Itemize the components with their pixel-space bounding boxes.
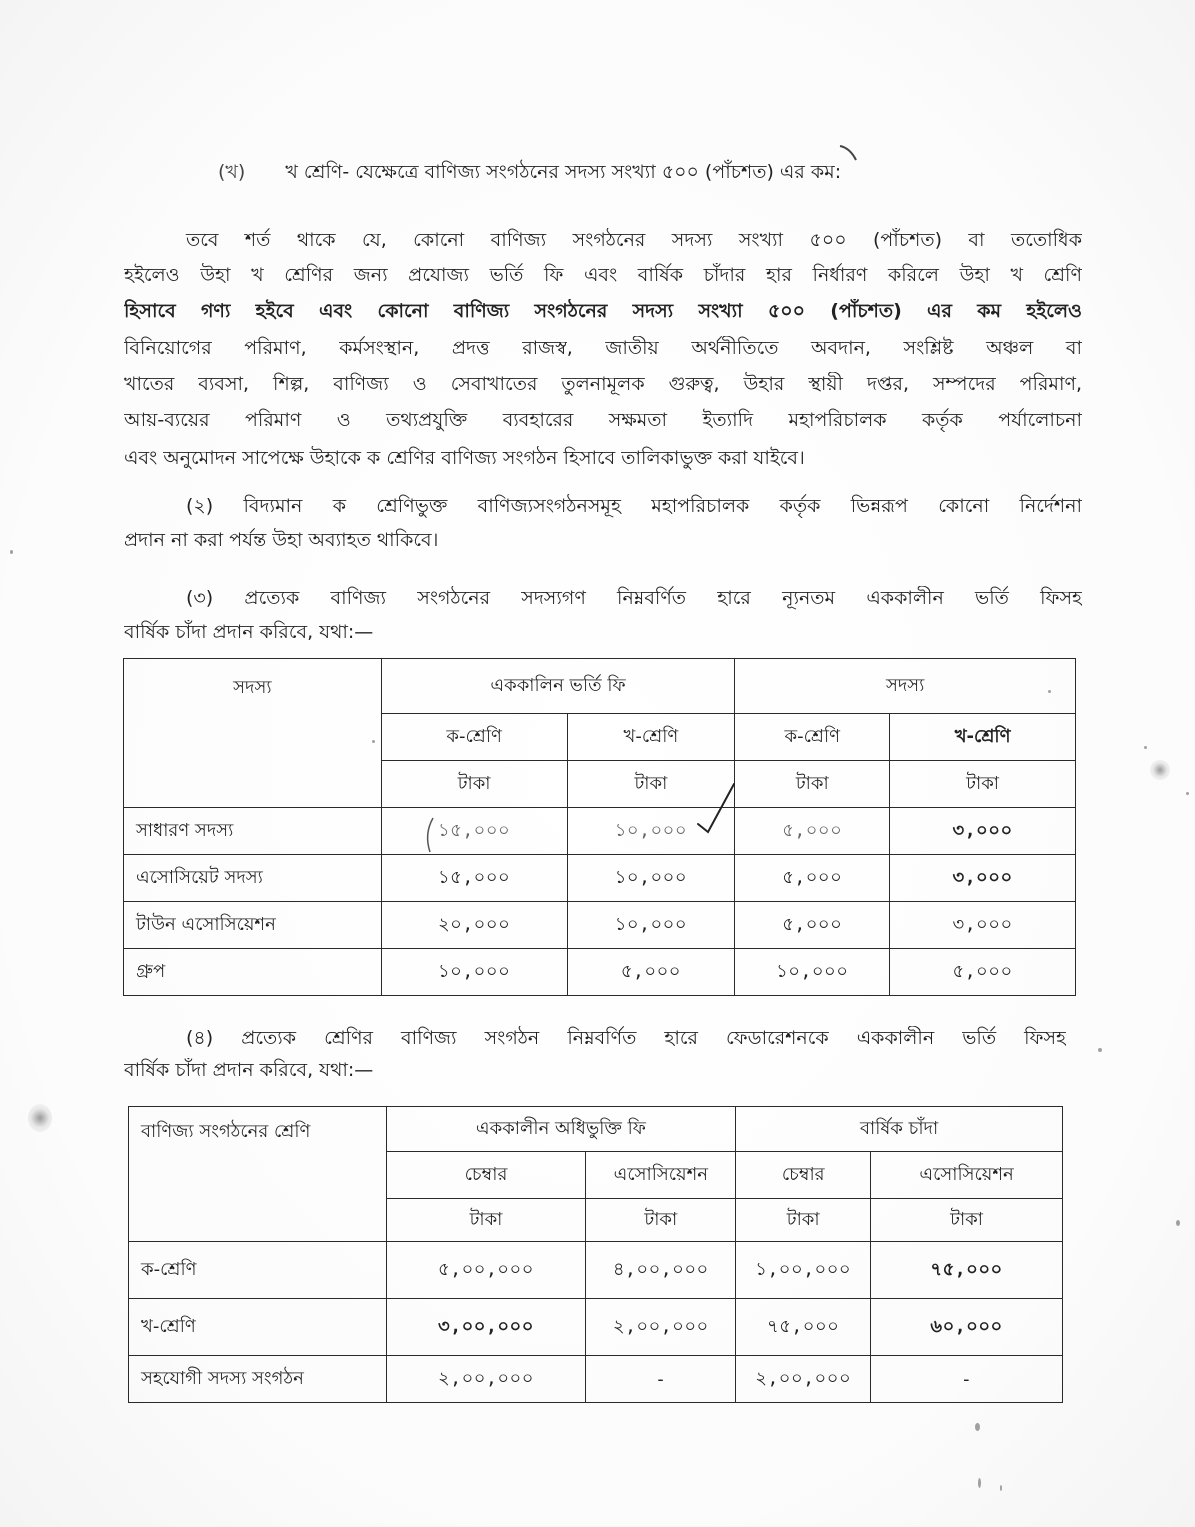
category-heading bbox=[218, 160, 841, 184]
value-cell: ৩,০০০ bbox=[890, 855, 1076, 902]
value-cell: ১০,০০০ bbox=[735, 949, 890, 996]
row-label: ক-শ্রেণি bbox=[129, 1242, 387, 1299]
subheader-cell: ক-শ্রেণি bbox=[735, 714, 890, 761]
value-cell: ৫,০০,০০০ bbox=[386, 1242, 586, 1299]
table-row bbox=[129, 1242, 1063, 1299]
row-label: সহযোগী সদস্য সংগঠন bbox=[129, 1356, 387, 1403]
clause-3-line: (৩) প্রত্যেক বাণিজ্য সংগঠনের সদস্যগণ নিম্নবর্ণিত হারে ন্যূনতম এককালীন ভর্তি ফিসহ bbox=[186, 587, 1082, 609]
proviso-line: খাতের ব্যবসা, শিল্প, বাণিজ্য ও সেবাখাতের তুলনামূলক গুরুত্ব, উহার স্থায়ী দপ্তর, সম্পদের পরিমাণ, bbox=[124, 373, 1082, 395]
header-affiliation-fee: এককালীন অধিভুক্তি ফি bbox=[386, 1107, 736, 1152]
header-annual-subscription: বার্ষিক চাঁদা bbox=[736, 1107, 1063, 1152]
proviso-line: তবে শর্ত থাকে যে, কোনো বাণিজ্য সংগঠনের সদস্য সংখ্যা ৫০০ (পাঁচশত) বা ততোধিক bbox=[186, 229, 1082, 251]
value-cell: ১০,০০০ bbox=[381, 949, 567, 996]
value-cell: - bbox=[871, 1356, 1063, 1403]
unit-cell: টাকা bbox=[386, 1199, 586, 1242]
value-cell: ১০,০০০ bbox=[567, 902, 735, 949]
clause-2-line: (২) বিদ্যমান ক শ্রেণিভুক্ত বাণিজ্যসংগঠনসমূহ মহাপরিচালক কর্তৃক ভিন্নরূপ কোনো নির্দেশনা bbox=[186, 495, 1082, 517]
unit-cell: টাকা bbox=[586, 1199, 736, 1242]
value-cell: ৫,০০০ bbox=[735, 808, 890, 855]
subheader-cell: এসোসিয়েশন bbox=[871, 1152, 1063, 1199]
table-row bbox=[124, 855, 1076, 902]
value-cell: ১৫,০০০ bbox=[381, 855, 567, 902]
value-cell: ৭৫,০০০ bbox=[871, 1242, 1063, 1299]
subheader-cell: চেম্বার bbox=[386, 1152, 586, 1199]
proviso-line: হিসাবে গণ্য হইবে এবং কোনো বাণিজ্য সংগঠনের সদস্য সংখ্যা ৫০০ (পাঁচশত) এর কম হইলেও bbox=[124, 300, 1082, 322]
unit-cell: টাকা bbox=[567, 761, 735, 808]
subheader-cell: চেম্বার bbox=[736, 1152, 871, 1199]
value-cell: ২০,০০০ bbox=[381, 902, 567, 949]
unit-cell: টাকা bbox=[890, 761, 1076, 808]
value-cell: ১৫,০০০ bbox=[381, 808, 567, 855]
value-cell: ২,০০,০০০ bbox=[736, 1356, 871, 1403]
value-cell: ৩,০০০ bbox=[890, 808, 1076, 855]
stray-pen-stroke bbox=[838, 142, 862, 166]
value-cell: ৭৫,০০০ bbox=[736, 1299, 871, 1356]
proviso-line: বিনিয়োগের পরিমাণ, কর্মসংস্থান, প্রদত্ত রাজস্ব, জাতীয় অর্থনীতিতে অবদান, সংশ্লিষ্ট অঞ্চল বা bbox=[124, 337, 1082, 359]
unit-cell: টাকা bbox=[871, 1199, 1063, 1242]
table-row bbox=[129, 1356, 1063, 1403]
scan-speck bbox=[1186, 792, 1189, 795]
value-cell: ৬০,০০০ bbox=[871, 1299, 1063, 1356]
table-row bbox=[129, 1299, 1063, 1356]
value-cell: ৩,০০০ bbox=[890, 902, 1076, 949]
heading-label: (খ) bbox=[218, 161, 246, 183]
subheader-cell: খ-শ্রেণি bbox=[890, 714, 1076, 761]
proviso-line: আয়-ব্যয়ের পরিমাণ ও তথ্যপ্রযুক্তি ব্যবহারের সক্ষমতা ইত্যাদি মহাপরিচালক কর্তৃক পর্যালোচনা bbox=[124, 409, 1082, 431]
member-fee-table bbox=[123, 658, 1076, 996]
scan-speck bbox=[1176, 1220, 1180, 1226]
row-label: টাউন এসোসিয়েশন bbox=[124, 902, 382, 949]
header-member-subscription: সদস্য bbox=[735, 659, 1076, 714]
unit-cell: টাকা bbox=[736, 1199, 871, 1242]
table-row bbox=[124, 949, 1076, 996]
subheader-cell: এসোসিয়েশন bbox=[586, 1152, 736, 1199]
clause-4-line: বার্ষিক চাঁদা প্রদান করিবে, যথা:— bbox=[124, 1059, 374, 1081]
value-cell: ৫,০০০ bbox=[890, 949, 1076, 996]
header-member: সদস্য bbox=[124, 659, 382, 808]
clause-3-line: বার্ষিক চাঁদা প্রদান করিবে, যথা:— bbox=[124, 621, 374, 643]
row-label: সাধারণ সদস্য bbox=[124, 808, 382, 855]
value-cell: ১০,০০০ bbox=[567, 855, 735, 902]
unit-cell: টাকা bbox=[735, 761, 890, 808]
checkmark-pen-mark bbox=[690, 780, 740, 840]
table-header-row bbox=[129, 1107, 1063, 1152]
federation-fee-table bbox=[128, 1106, 1063, 1403]
scan-speck bbox=[978, 1478, 981, 1488]
value-cell: ৫,০০০ bbox=[735, 855, 890, 902]
row-label: এসোসিয়েট সদস্য bbox=[124, 855, 382, 902]
value-cell: ২,০০,০০০ bbox=[586, 1299, 736, 1356]
subheader-cell: ক-শ্রেণি bbox=[381, 714, 567, 761]
table-row bbox=[124, 808, 1076, 855]
header-admission-fee: এককালিন ভর্তি ফি bbox=[381, 659, 735, 714]
proviso-line: হইলেও উহা খ শ্রেণির জন্য প্রযোজ্য ভর্তি ফি এবং বার্ষিক চাঁদার হার নির্ধারণ করিলে উহা খ শ্রেণি bbox=[124, 264, 1082, 286]
scan-speck bbox=[1144, 746, 1147, 749]
value-cell: ৫,০০০ bbox=[567, 949, 735, 996]
scan-speck bbox=[372, 740, 375, 743]
scan-smudge bbox=[28, 1104, 52, 1132]
value-cell: ২,০০,০০০ bbox=[386, 1356, 586, 1403]
table-row bbox=[124, 902, 1076, 949]
clause-2-line: প্রদান না করা পর্যন্ত উহা অব্যাহত থাকিবে। bbox=[124, 529, 439, 551]
scan-speck bbox=[10, 550, 13, 554]
scan-speck bbox=[1098, 1048, 1102, 1052]
table-header-row bbox=[124, 659, 1076, 714]
proviso-line: এবং অনুমোদন সাপেক্ষে উহাকে ক শ্রেণির বাণিজ্য সংগঠন হিসাবে তালিকাভুক্ত করা যাইবে। bbox=[124, 447, 805, 469]
header-category: বাণিজ্য সংগঠনের শ্রেণি bbox=[129, 1107, 387, 1242]
scan-speck bbox=[1000, 1485, 1002, 1491]
value-cell: ৩,০০,০০০ bbox=[386, 1299, 586, 1356]
value-cell: - bbox=[586, 1356, 736, 1403]
value-cell: ৫,০০০ bbox=[735, 902, 890, 949]
value-cell: ১০,০০০ bbox=[567, 808, 735, 855]
row-label: গ্রুপ bbox=[124, 949, 382, 996]
heading-text: খ শ্রেণি- যেক্ষেত্রে বাণিজ্য সংগঠনের সদস্য সংখ্যা ৫০০ (পাঁচশত) এর কম: bbox=[285, 161, 842, 183]
clause-4-line: (৪) প্রত্যেক শ্রেণির বাণিজ্য সংগঠন নিম্নবর্ণিত হারে ফেডারেশনকে এককালীন ভর্তি ফিসহ bbox=[186, 1027, 1066, 1049]
bracket-pen-mark bbox=[422, 816, 436, 856]
value-cell: ১,০০,০০০ bbox=[736, 1242, 871, 1299]
scan-speck bbox=[975, 1423, 980, 1431]
scan-speck bbox=[1048, 690, 1051, 693]
unit-cell: টাকা bbox=[381, 761, 567, 808]
row-label: খ-শ্রেণি bbox=[129, 1299, 387, 1356]
value-cell: ৪,০০,০০০ bbox=[586, 1242, 736, 1299]
subheader-cell: খ-শ্রেণি bbox=[567, 714, 735, 761]
scan-smudge bbox=[1150, 760, 1170, 780]
